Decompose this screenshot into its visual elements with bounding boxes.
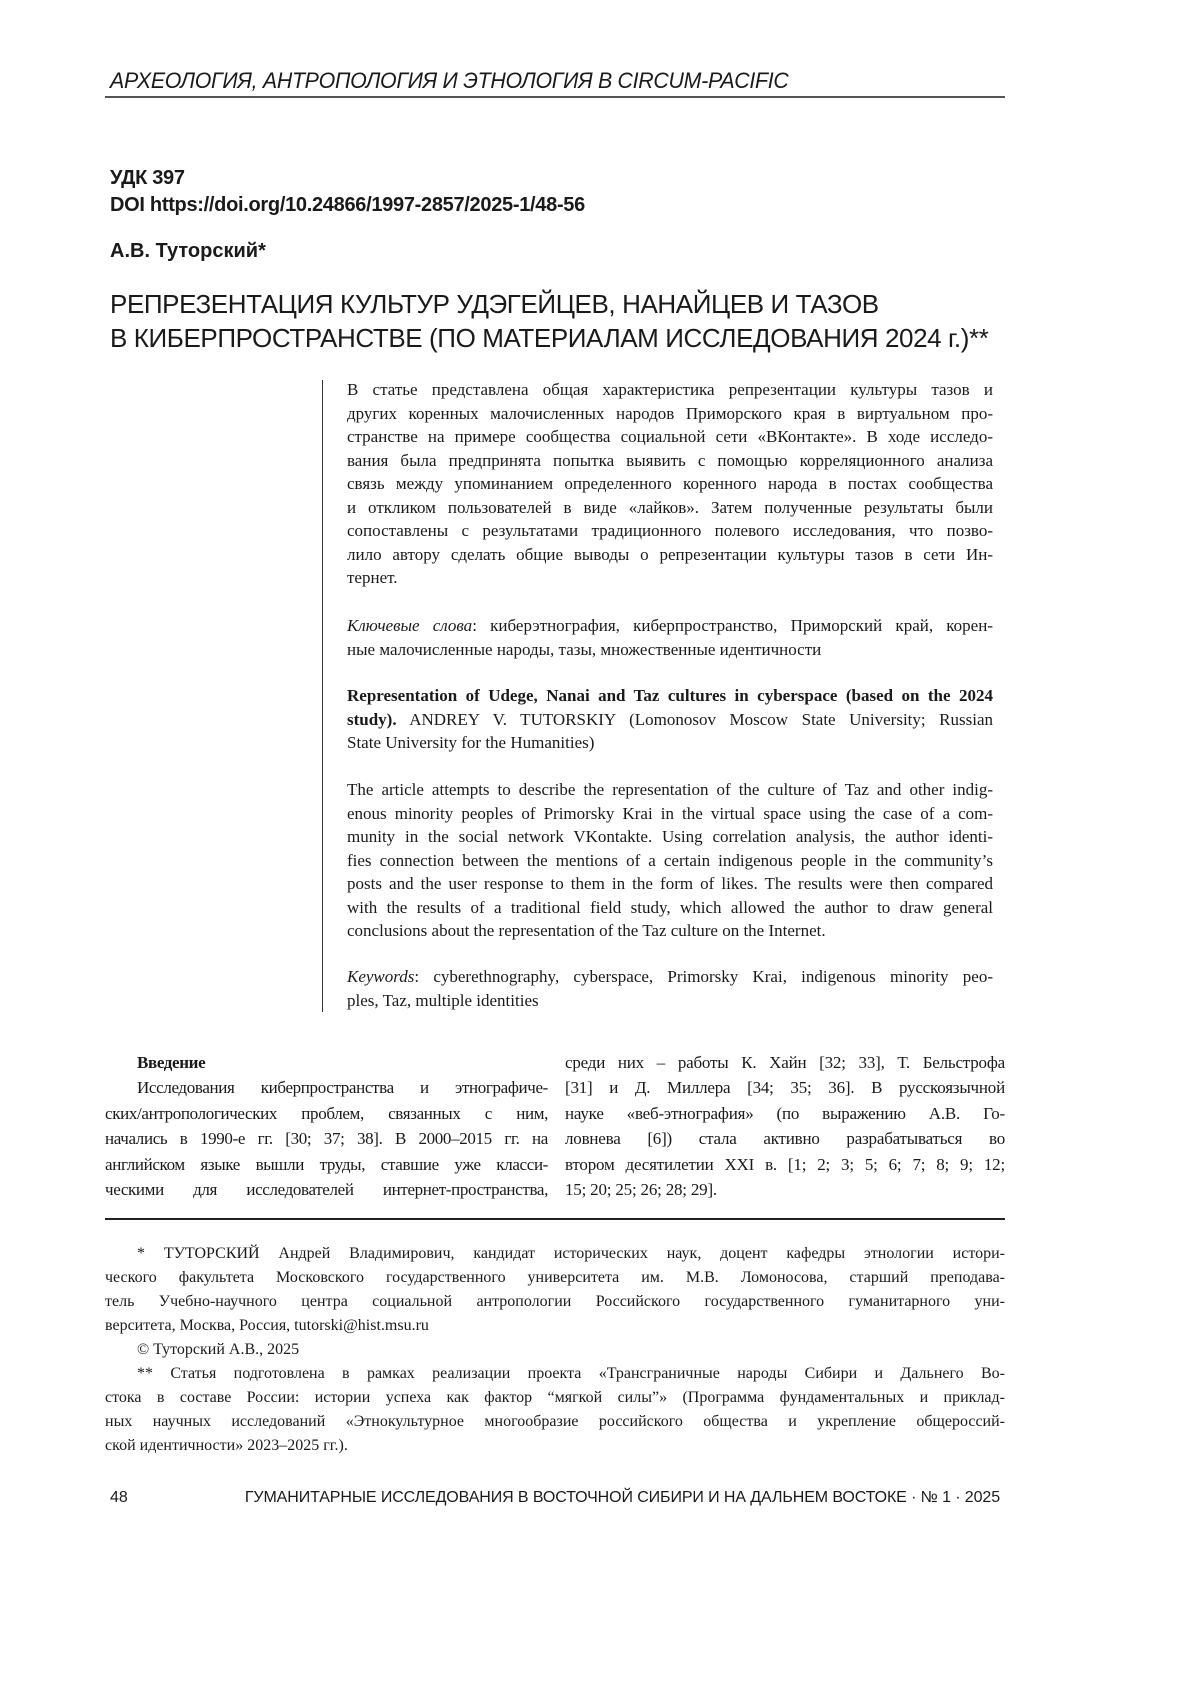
text-line: ской идентичности» 2023–2025 гг.). bbox=[105, 1437, 348, 1454]
abstract-ru bbox=[347, 378, 993, 590]
udk-code: УДК 397 bbox=[110, 167, 185, 189]
intro-column-left bbox=[105, 1050, 548, 1202]
english-affiliation: State University for the Humanities) bbox=[347, 733, 595, 752]
text-line: лило автору сделать общие выводы о репрезентации культуры тазов в сети Ин- bbox=[347, 544, 993, 564]
text-line: стока в составе России: истории успеха как фактор “мягкой силы”» (Программа фундаментальных и приклад- bbox=[105, 1389, 1005, 1406]
text-line: conclusions about the representation of the Taz culture on the Internet. bbox=[347, 921, 826, 940]
text-line: ples, Taz, multiple identities bbox=[347, 990, 539, 1010]
text-line: начались в 1990-е гг. [30; 37; 38]. В 2000–2015 гг. на bbox=[105, 1129, 548, 1149]
author-name: А.В. Туторский* bbox=[110, 240, 266, 262]
text-line: сопоставлены с результатами традиционного полевого исследования, что позво- bbox=[347, 521, 993, 540]
english-author: ANDREY V. TUTORSKIY (Lomonosov Moscow State University; Russian bbox=[396, 709, 993, 729]
intro-column-right bbox=[565, 1050, 1005, 1202]
text-line: © Туторский А.В., 2025 bbox=[137, 1341, 300, 1358]
title-line: В КИБЕРПРОСТРАНСТВЕ (ПО МАТЕРИАЛАМ ИССЛЕДОВАНИЯ 2024 г.)** bbox=[110, 323, 989, 353]
text-line: ческими для исследователей интернет-пространства, bbox=[105, 1179, 548, 1199]
english-title-end: study). bbox=[347, 709, 397, 729]
text-line: других коренных малочисленных народов Приморского края в виртуальном про- bbox=[347, 403, 993, 423]
text-line: [31] и Д. Миллера [34; 35; 36]. В русскоязычной bbox=[565, 1078, 1005, 1098]
abstract-en bbox=[347, 778, 993, 943]
text-line: связь между упоминанием определенного коренного народа в постах сообщества bbox=[347, 474, 993, 493]
english-title-block bbox=[347, 684, 993, 755]
identifiers bbox=[110, 165, 585, 219]
section-heading: Введение bbox=[137, 1053, 206, 1072]
text-line: В статье представлена общая характеристика репрезентации культуры тазов и bbox=[347, 380, 993, 399]
text-line: верситета, Москва, Россия, tutorski@hist.msu.ru bbox=[105, 1317, 429, 1334]
header-rule bbox=[105, 96, 1005, 98]
keywords-en bbox=[347, 965, 993, 1012]
text-line: ловнева [6]) стала активно разрабатываться во bbox=[565, 1129, 1005, 1149]
text-line: ческого факультета Московского государственного университета им. М.В. Ломоносова, старший преподава- bbox=[105, 1269, 1005, 1286]
keywords-label: Ключевые слова bbox=[347, 616, 473, 635]
text-line: with the results of a traditional field study, which allowed the author to draw general bbox=[347, 897, 993, 917]
footnotes bbox=[105, 1242, 1005, 1458]
text-line: fies connection between the mentions of a certain indigenous people in the community’s bbox=[347, 850, 993, 870]
article-title bbox=[110, 287, 988, 355]
text-line: ских/антропологических проблем, связанных с ним, bbox=[105, 1103, 548, 1123]
keywords-label: Keywords bbox=[347, 967, 415, 986]
text-line: ных научных исследований «Этнокультурное многообразие российского общества и укрепление общероссий- bbox=[105, 1413, 1005, 1430]
text-line: enous minority peoples of Primorsky Krai in the virtual space using the case of a com- bbox=[347, 803, 993, 823]
title-line: РЕПРЕЗЕНТАЦИЯ КУЛЬТУР УДЭГЕЙЦЕВ, НАНАЙЦЕВ И ТАЗОВ bbox=[110, 289, 879, 319]
page-number: 48 bbox=[110, 1489, 128, 1506]
text-line: тель Учебно-научного центра социальной антропологии Российского государственного гуманитарного уни- bbox=[105, 1293, 1005, 1310]
text-line: The article attempts to describe the representation of the culture of Taz and other indig- bbox=[347, 780, 993, 799]
text-line: Исследования киберпространства и этнографиче- bbox=[137, 1078, 548, 1098]
text-line: 15; 20; 25; 26; 28; 29]. bbox=[565, 1179, 717, 1199]
text-line: странстве на примере сообщества социальной сети «ВКонтакте». В ходе исследо- bbox=[347, 427, 993, 446]
english-title-line: Representation of Udege, Nanai and Taz cultures in cyberspace (based on the 2024 bbox=[347, 686, 993, 705]
text-line: munity in the social network VKontakte. Using correlation analysis, the author identi- bbox=[347, 827, 993, 846]
text-line: втором десятилетии XXI в. [1; 2; 3; 5; 6; 7; 8; 9; 12; bbox=[565, 1154, 1005, 1174]
journal-name: ГУМАНИТАРНЫЕ ИССЛЕДОВАНИЯ В ВОСТОЧНОЙ СИБИРИ И НА ДАЛЬНЕМ ВОСТОКЕ · № 1 · 2025 bbox=[244, 1489, 1000, 1506]
text-line: английском языке вышли труды, ставшие уже класси- bbox=[105, 1154, 548, 1174]
text-line: posts and the user response to them in the form of likes. The results were then compared bbox=[347, 874, 993, 893]
text-line: и откликом пользователей в виде «лайков». Затем полученные результаты были bbox=[347, 497, 993, 517]
text-line: ** Статья подготовлена в рамках реализации проекта «Трансграничные народы Сибири и Дальнего Во- bbox=[137, 1365, 1005, 1382]
text-line: * ТУТОРСКИЙ Андрей Владимирович, кандидат исторических наук, доцент кафедры этнологии истори- bbox=[137, 1245, 1005, 1262]
doi-link[interactable]: DOI https://doi.org/10.24866/1997-2857/2025-1/48-56 bbox=[110, 194, 585, 216]
running-head: АРХЕОЛОГИЯ, АНТРОПОЛОГИЯ И ЭТНОЛОГИЯ В CIRCUM-PACIFIC bbox=[110, 68, 789, 93]
abstract-side-bar bbox=[322, 380, 323, 1012]
text-line bbox=[347, 708, 993, 732]
keywords-text: : киберэтнография, киберпространство, Приморский край, корен- bbox=[472, 616, 993, 635]
text-line: тернет. bbox=[347, 568, 398, 587]
text-line: ные малочисленные народы, тазы, множественные идентичности bbox=[347, 639, 822, 659]
text-line: среди них – работы К. Хайн [32; 33], Т. Бельстрофа bbox=[565, 1053, 1005, 1072]
keywords-ru bbox=[347, 614, 993, 661]
text-line: вания была предпринята попытка выявить с помощью корреляционного анализа bbox=[347, 450, 993, 470]
text-line bbox=[347, 965, 993, 989]
intro-paragraph bbox=[105, 1075, 548, 1202]
text-line bbox=[347, 614, 993, 638]
keywords-text: : cyberethnography, cyberspace, Primorsky Krai, indigenous minority peo- bbox=[414, 967, 993, 986]
text-line: науке «веб-этнография» (по выражению А.В. Го- bbox=[565, 1103, 1005, 1123]
footnote-rule bbox=[105, 1218, 1005, 1220]
